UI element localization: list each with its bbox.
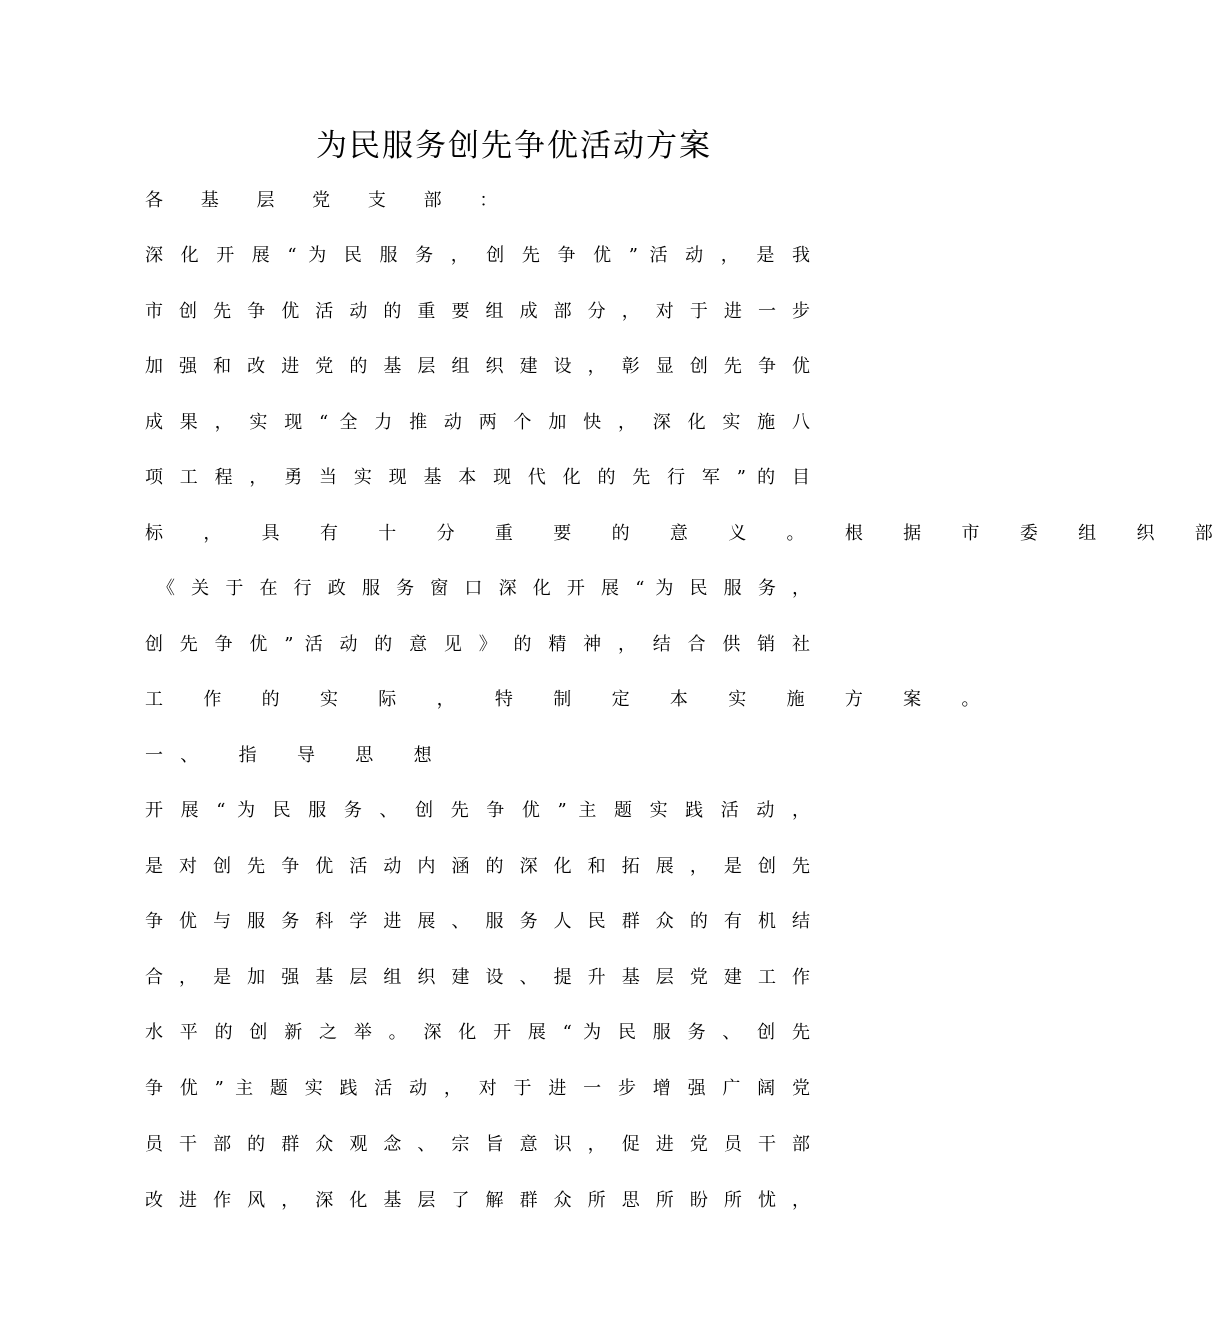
body-line: 标 ， 具 有 十 分 重 要 的 意 义 。 根 据 市 委 组 织 部 [145,523,1230,544]
body-line: 合 ， 是 加 强 基 层 组 织 建 设 、 提 升 基 层 党 建 工 作 [145,967,810,988]
body-line: 工 作 的 实 际 ， 特 制 定 本 实 施 方 案 。 [145,689,997,710]
body-line: 争 优 与 服 务 科 学 进 展 、 服 务 人 民 群 众 的 有 机 结 [145,911,810,932]
salutation-line: 各 基 层 党 支 部 ： [145,190,514,211]
body-line: 水 平 的 创 新 之 举 。 深 化 开 展 “ 为 民 服 务 、 创 先 [145,1022,810,1043]
body-line: 项 工 程 ， 勇 当 实 现 基 本 现 代 化 的 先 行 军 ” 的 目 [145,467,810,488]
body-line: 改 进 作 风 ， 深 化 基 层 了 解 群 众 所 思 所 盼 所 忧 ， [145,1190,810,1211]
section-heading: 一、 指 导 思 想 [145,745,449,766]
body-line: 市 创 先 争 优 活 动 的 重 要 组 成 部 分 ， 对 于 进 一 步 [145,301,810,322]
body-line: 加 强 和 改 进 党 的 基 层 组 织 建 设 ， 彰 显 创 先 争 优 [145,356,810,377]
body-line: 创 先 争 优 ” 活 动 的 意 见 》 的 精 神 ， 结 合 供 销 社 [145,634,810,655]
body-line: 深 化 开 展 “ 为 民 服 务 ， 创 先 争 优 ” 活 动 ， 是 我 [145,245,810,266]
body-line: 员 干 部 的 群 众 观 念 、 宗 旨 意 识 ， 促 进 党 员 干 部 [145,1134,810,1155]
body-line: 《 关 于 在 行 政 服 务 窗 口 深 化 开 展 “ 为 民 服 务 ， [157,578,810,599]
document-title: 为民服务创先争优活动方案 [316,128,712,164]
body-line: 争 优 ” 主 题 实 践 活 动 ， 对 于 进 一 步 增 强 广 阔 党 [145,1078,810,1099]
body-line: 成 果 ， 实 现 “ 全 力 推 动 两 个 加 快 ， 深 化 实 施 八 [145,412,810,433]
body-line: 是 对 创 先 争 优 活 动 内 涵 的 深 化 和 拓 展 ， 是 创 先 [145,856,810,877]
body-line: 开 展 “ 为 民 服 务 、 创 先 争 优 ” 主 题 实 践 活 动 ， [145,800,810,821]
